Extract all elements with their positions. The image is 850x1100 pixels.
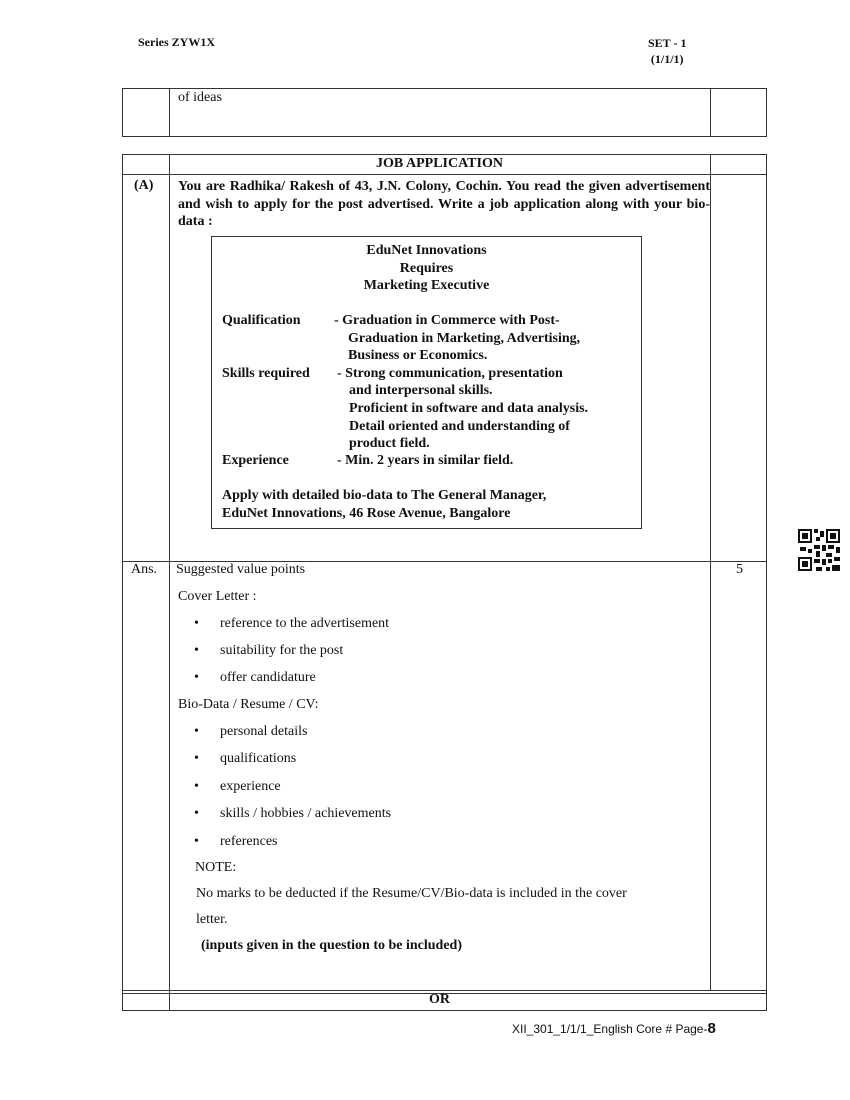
or-divider-label: OR <box>429 992 450 1007</box>
question-text: You are Radhika/ Rakesh of 43, J.N. Colony, Cochin. You read the given advertisement and wish to apply for the post advertised. Write a job application along with your bio-data : <box>178 179 710 229</box>
ad-qualification-line: Graduation in Marketing, Advertising, <box>348 331 581 346</box>
bio-point: personal details <box>220 724 308 739</box>
cover-letter-heading: Cover Letter : <box>178 589 257 604</box>
bio-point: skills / hobbies / achievements <box>220 806 392 821</box>
ad-company: EduNet Innovations <box>366 243 487 258</box>
qr-code-icon <box>798 529 840 571</box>
ad-skills-line: product field. <box>349 436 430 451</box>
ad-post: Marketing Executive <box>363 278 490 293</box>
bullet-icon: • <box>194 806 199 821</box>
ad-qualification-label: Qualification <box>222 313 301 328</box>
bullet-icon: • <box>194 834 199 849</box>
question-label: (A) <box>134 178 154 193</box>
set-code: (1/1/1) <box>650 52 684 66</box>
ad-skills-label: Skills required <box>222 366 310 381</box>
series-code: Series ZYW1X <box>138 35 215 49</box>
answer-intro: Suggested value points <box>176 562 306 577</box>
ad-apply-line: Apply with detailed bio-data to The General Manager, <box>222 488 547 503</box>
bio-point: qualifications <box>220 751 297 766</box>
bullet-icon: • <box>194 751 199 766</box>
ad-experience-label: Experience <box>222 453 289 468</box>
ad-skills-line: Detail oriented and understanding of <box>349 419 570 434</box>
page-number: 8 <box>707 1020 716 1037</box>
ad-apply-line: EduNet Innovations, 46 Rose Avenue, Bangalore <box>222 506 511 521</box>
ad-qualification-line: - Graduation in Commerce with Post- <box>334 313 560 328</box>
bio-point: experience <box>220 779 281 794</box>
bullet-icon: • <box>194 643 199 658</box>
bullet-icon: • <box>194 779 199 794</box>
divider <box>169 88 170 137</box>
note-heading: NOTE: <box>195 860 237 875</box>
note-text: letter. <box>196 912 228 927</box>
divider <box>710 154 711 991</box>
cover-point: reference to the advertisement <box>220 616 390 631</box>
bullet-icon: • <box>194 724 199 739</box>
set-number: SET - 1 <box>648 36 687 50</box>
ad-qualification-line: Business or Economics. <box>348 348 488 363</box>
divider <box>169 154 170 1011</box>
bullet-icon: • <box>194 616 199 631</box>
advertisement-box <box>211 236 642 529</box>
ad-skills-line: Proficient in software and data analysis. <box>349 401 589 416</box>
cover-point: offer candidature <box>220 670 316 685</box>
bio-data-heading: Bio-Data / Resume / CV: <box>178 697 319 712</box>
page-footer <box>512 1020 716 1037</box>
divider <box>122 990 767 991</box>
divider <box>710 88 711 137</box>
set-label <box>648 35 686 67</box>
ad-skills-line: - Strong communication, presentation <box>337 366 563 381</box>
inputs-note: (inputs given in the question to be included) <box>201 938 462 953</box>
ad-requires: Requires <box>399 261 454 276</box>
note-text: No marks to be deducted if the Resume/CV/Bio-data is included in the cover <box>196 886 627 901</box>
ad-experience-value: - Min. 2 years in similar field. <box>337 453 514 468</box>
footer-text: XII_301_1/1/1_English Core # Page- <box>512 1022 708 1036</box>
bullet-icon: • <box>194 670 199 685</box>
ad-skills-line: and interpersonal skills. <box>349 383 493 398</box>
answer-marks: 5 <box>736 562 743 577</box>
continuation-text: of ideas <box>178 90 222 105</box>
section-title: JOB APPLICATION <box>376 156 503 171</box>
bio-point: references <box>220 834 278 849</box>
divider <box>122 174 767 175</box>
cover-point: suitability for the post <box>220 643 344 658</box>
answer-label: Ans. <box>131 562 158 577</box>
